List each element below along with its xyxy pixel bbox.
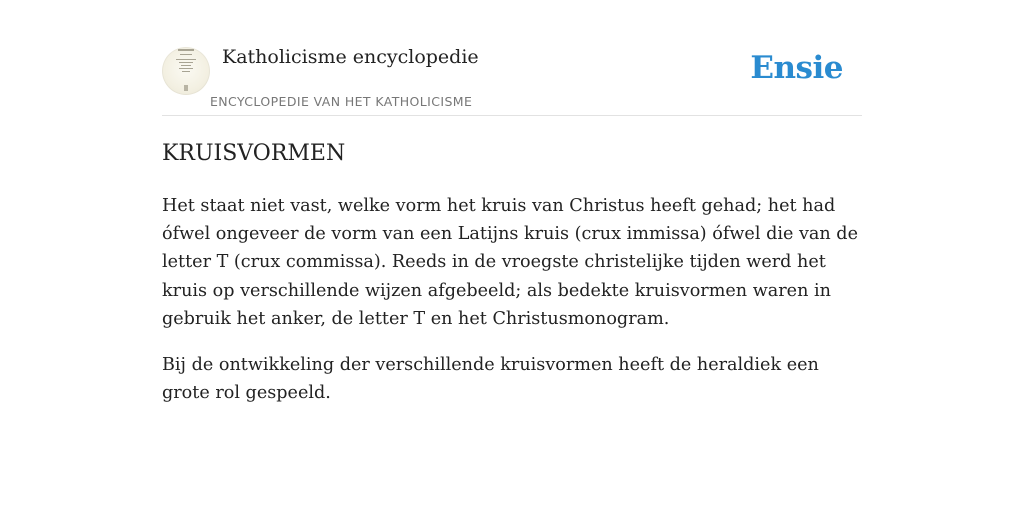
site-header [162, 0, 862, 116]
brand-logo[interactable]: Ensie [750, 50, 843, 86]
article-paragraph: Bij de ontwikkeling der verschillende kruisvormen heeft de heraldiek een grote rol gespeeld. [162, 355, 819, 404]
article-body [162, 192, 862, 425]
page-container [162, 0, 862, 512]
site-title[interactable]: Katholicisme encyclopedie [222, 46, 479, 68]
article-paragraph: Het staat niet vast, welke vorm het kruis van Christus heeft gehad; het had ófwel ongeveer de vorm van een Latijns kruis (crux immissa) ófwel die van de letter T (crux commissa). Reeds in de vroegste christelijke tijden werd het kruis op verschillende wijzen afgebeeld; als bedekte kruisvormen waren in gebruik het anker, de letter T en het Christusmonogram. [162, 196, 858, 329]
article-title: KRUISVORMEN [162, 141, 346, 166]
book-cover-icon[interactable] [162, 47, 210, 95]
site-subtitle: ENCYCLOPEDIE VAN HET KATHOLICISME [210, 94, 473, 109]
